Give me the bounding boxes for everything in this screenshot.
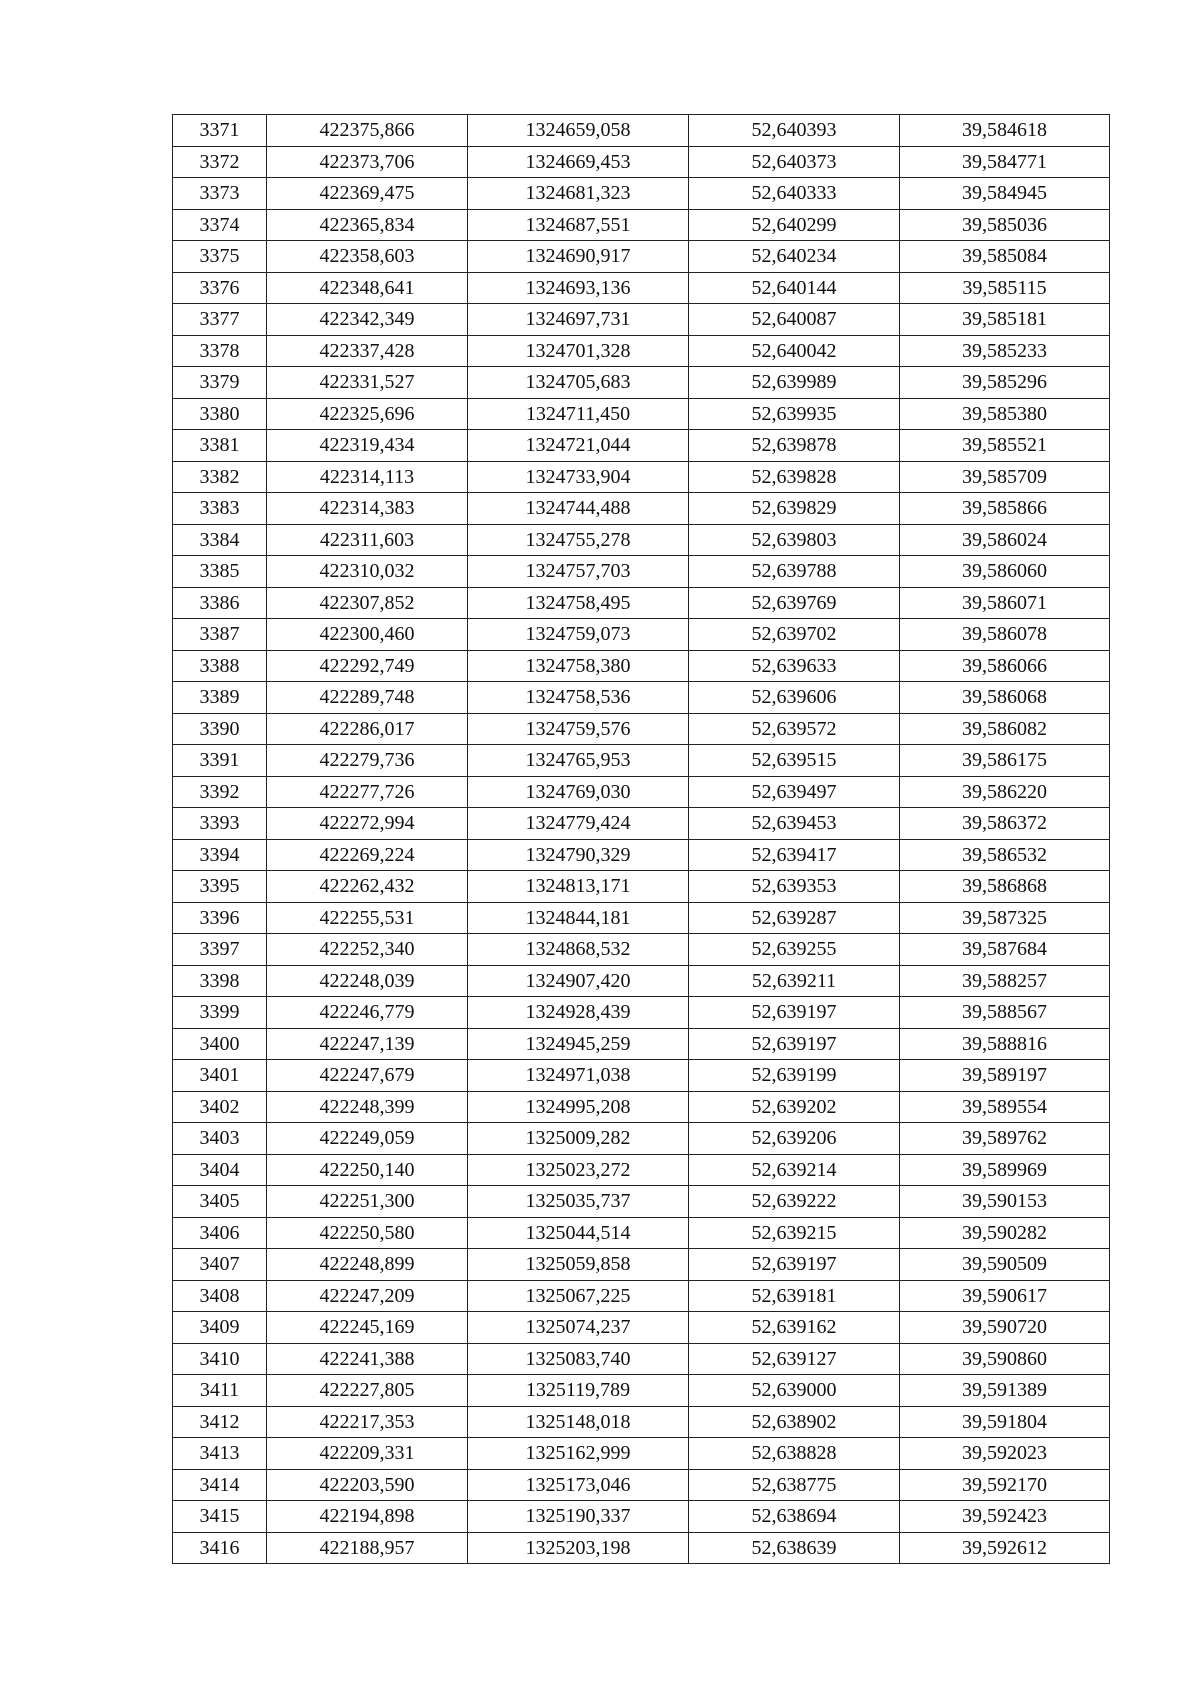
latitude-cell: 52,639222 (689, 1186, 900, 1218)
x-coordinate-cell: 422203,590 (267, 1469, 468, 1501)
point-number-cell: 3378 (173, 335, 267, 367)
longitude-cell: 39,586372 (900, 808, 1110, 840)
y-coordinate-cell: 1325009,282 (468, 1123, 689, 1155)
point-number-cell: 3386 (173, 587, 267, 619)
x-coordinate-cell: 422252,340 (267, 934, 468, 966)
y-coordinate-cell: 1325074,237 (468, 1312, 689, 1344)
point-number-cell: 3413 (173, 1438, 267, 1470)
point-number-cell: 3392 (173, 776, 267, 808)
latitude-cell: 52,640333 (689, 178, 900, 210)
point-number-cell: 3395 (173, 871, 267, 903)
y-coordinate-cell: 1324945,259 (468, 1028, 689, 1060)
x-coordinate-cell: 422279,736 (267, 745, 468, 777)
longitude-cell: 39,589969 (900, 1154, 1110, 1186)
longitude-cell: 39,585866 (900, 493, 1110, 525)
y-coordinate-cell: 1325203,198 (468, 1532, 689, 1564)
point-number-cell: 3374 (173, 209, 267, 241)
y-coordinate-cell: 1324701,328 (468, 335, 689, 367)
table-row (173, 997, 1110, 1029)
longitude-cell: 39,590617 (900, 1280, 1110, 1312)
latitude-cell: 52,639453 (689, 808, 900, 840)
longitude-cell: 39,586175 (900, 745, 1110, 777)
latitude-cell: 52,639255 (689, 934, 900, 966)
table-row (173, 745, 1110, 777)
table-row (173, 398, 1110, 430)
x-coordinate-cell: 422269,224 (267, 839, 468, 871)
x-coordinate-cell: 422188,957 (267, 1532, 468, 1564)
x-coordinate-cell: 422314,383 (267, 493, 468, 525)
latitude-cell: 52,639497 (689, 776, 900, 808)
point-number-cell: 3389 (173, 682, 267, 714)
coordinates-table-body (173, 115, 1110, 1564)
point-number-cell: 3373 (173, 178, 267, 210)
table-row (173, 1091, 1110, 1123)
y-coordinate-cell: 1325119,789 (468, 1375, 689, 1407)
table-row (173, 430, 1110, 462)
table-row (173, 146, 1110, 178)
latitude-cell: 52,640042 (689, 335, 900, 367)
y-coordinate-cell: 1324755,278 (468, 524, 689, 556)
table-row (173, 524, 1110, 556)
table-row (173, 902, 1110, 934)
point-number-cell: 3415 (173, 1501, 267, 1533)
y-coordinate-cell: 1324744,488 (468, 493, 689, 525)
table-row (173, 556, 1110, 588)
latitude-cell: 52,639606 (689, 682, 900, 714)
table-row (173, 587, 1110, 619)
x-coordinate-cell: 422369,475 (267, 178, 468, 210)
latitude-cell: 52,639197 (689, 997, 900, 1029)
y-coordinate-cell: 1324758,380 (468, 650, 689, 682)
point-number-cell: 3401 (173, 1060, 267, 1092)
y-coordinate-cell: 1324697,731 (468, 304, 689, 336)
longitude-cell: 39,584618 (900, 115, 1110, 147)
point-number-cell: 3411 (173, 1375, 267, 1407)
table-row (173, 1280, 1110, 1312)
table-row (173, 115, 1110, 147)
y-coordinate-cell: 1324711,450 (468, 398, 689, 430)
y-coordinate-cell: 1324693,136 (468, 272, 689, 304)
longitude-cell: 39,587325 (900, 902, 1110, 934)
table-row (173, 304, 1110, 336)
point-number-cell: 3375 (173, 241, 267, 273)
y-coordinate-cell: 1324765,953 (468, 745, 689, 777)
y-coordinate-cell: 1324758,495 (468, 587, 689, 619)
x-coordinate-cell: 422272,994 (267, 808, 468, 840)
x-coordinate-cell: 422331,527 (267, 367, 468, 399)
point-number-cell: 3407 (173, 1249, 267, 1281)
longitude-cell: 39,586868 (900, 871, 1110, 903)
longitude-cell: 39,585115 (900, 272, 1110, 304)
y-coordinate-cell: 1324779,424 (468, 808, 689, 840)
point-number-cell: 3387 (173, 619, 267, 651)
x-coordinate-cell: 422245,169 (267, 1312, 468, 1344)
y-coordinate-cell: 1324995,208 (468, 1091, 689, 1123)
y-coordinate-cell: 1324687,551 (468, 209, 689, 241)
latitude-cell: 52,639197 (689, 1028, 900, 1060)
longitude-cell: 39,586078 (900, 619, 1110, 651)
x-coordinate-cell: 422307,852 (267, 587, 468, 619)
latitude-cell: 52,638694 (689, 1501, 900, 1533)
longitude-cell: 39,586060 (900, 556, 1110, 588)
x-coordinate-cell: 422250,580 (267, 1217, 468, 1249)
x-coordinate-cell: 422375,866 (267, 115, 468, 147)
x-coordinate-cell: 422241,388 (267, 1343, 468, 1375)
x-coordinate-cell: 422277,726 (267, 776, 468, 808)
point-number-cell: 3371 (173, 115, 267, 147)
x-coordinate-cell: 422311,603 (267, 524, 468, 556)
longitude-cell: 39,585380 (900, 398, 1110, 430)
x-coordinate-cell: 422365,834 (267, 209, 468, 241)
table-row (173, 1123, 1110, 1155)
x-coordinate-cell: 422310,032 (267, 556, 468, 588)
longitude-cell: 39,586066 (900, 650, 1110, 682)
x-coordinate-cell: 422337,428 (267, 335, 468, 367)
longitude-cell: 39,589762 (900, 1123, 1110, 1155)
longitude-cell: 39,585296 (900, 367, 1110, 399)
point-number-cell: 3398 (173, 965, 267, 997)
longitude-cell: 39,590282 (900, 1217, 1110, 1249)
y-coordinate-cell: 1324733,904 (468, 461, 689, 493)
longitude-cell: 39,585709 (900, 461, 1110, 493)
longitude-cell: 39,585233 (900, 335, 1110, 367)
point-number-cell: 3393 (173, 808, 267, 840)
point-number-cell: 3412 (173, 1406, 267, 1438)
latitude-cell: 52,639215 (689, 1217, 900, 1249)
table-row (173, 335, 1110, 367)
latitude-cell: 52,639353 (689, 871, 900, 903)
point-number-cell: 3414 (173, 1469, 267, 1501)
longitude-cell: 39,586532 (900, 839, 1110, 871)
x-coordinate-cell: 422248,399 (267, 1091, 468, 1123)
longitude-cell: 39,592170 (900, 1469, 1110, 1501)
x-coordinate-cell: 422247,679 (267, 1060, 468, 1092)
table-row (173, 1217, 1110, 1249)
table-row (173, 461, 1110, 493)
longitude-cell: 39,591389 (900, 1375, 1110, 1407)
longitude-cell: 39,590153 (900, 1186, 1110, 1218)
table-row (173, 1343, 1110, 1375)
latitude-cell: 52,640373 (689, 146, 900, 178)
table-row (173, 871, 1110, 903)
x-coordinate-cell: 422314,113 (267, 461, 468, 493)
y-coordinate-cell: 1324790,329 (468, 839, 689, 871)
latitude-cell: 52,639287 (689, 902, 900, 934)
table-row (173, 776, 1110, 808)
x-coordinate-cell: 422194,898 (267, 1501, 468, 1533)
table-row (173, 1438, 1110, 1470)
y-coordinate-cell: 1324928,439 (468, 997, 689, 1029)
latitude-cell: 52,639000 (689, 1375, 900, 1407)
latitude-cell: 52,639197 (689, 1249, 900, 1281)
point-number-cell: 3379 (173, 367, 267, 399)
point-number-cell: 3385 (173, 556, 267, 588)
table-row (173, 1312, 1110, 1344)
y-coordinate-cell: 1325148,018 (468, 1406, 689, 1438)
x-coordinate-cell: 422209,331 (267, 1438, 468, 1470)
longitude-cell: 39,592023 (900, 1438, 1110, 1470)
table-row (173, 682, 1110, 714)
table-row (173, 1154, 1110, 1186)
longitude-cell: 39,586068 (900, 682, 1110, 714)
table-row (173, 367, 1110, 399)
longitude-cell: 39,586071 (900, 587, 1110, 619)
longitude-cell: 39,588567 (900, 997, 1110, 1029)
x-coordinate-cell: 422342,349 (267, 304, 468, 336)
latitude-cell: 52,638639 (689, 1532, 900, 1564)
latitude-cell: 52,639788 (689, 556, 900, 588)
latitude-cell: 52,639633 (689, 650, 900, 682)
x-coordinate-cell: 422249,059 (267, 1123, 468, 1155)
point-number-cell: 3394 (173, 839, 267, 871)
y-coordinate-cell: 1324868,532 (468, 934, 689, 966)
point-number-cell: 3381 (173, 430, 267, 462)
y-coordinate-cell: 1325059,858 (468, 1249, 689, 1281)
point-number-cell: 3404 (173, 1154, 267, 1186)
point-number-cell: 3382 (173, 461, 267, 493)
longitude-cell: 39,585084 (900, 241, 1110, 273)
point-number-cell: 3403 (173, 1123, 267, 1155)
latitude-cell: 52,639206 (689, 1123, 900, 1155)
point-number-cell: 3410 (173, 1343, 267, 1375)
coordinates-table (172, 114, 1110, 1564)
latitude-cell: 52,639417 (689, 839, 900, 871)
point-number-cell: 3400 (173, 1028, 267, 1060)
table-row (173, 1249, 1110, 1281)
longitude-cell: 39,584771 (900, 146, 1110, 178)
latitude-cell: 52,638828 (689, 1438, 900, 1470)
point-number-cell: 3390 (173, 713, 267, 745)
table-row (173, 965, 1110, 997)
longitude-cell: 39,586024 (900, 524, 1110, 556)
y-coordinate-cell: 1324758,536 (468, 682, 689, 714)
point-number-cell: 3376 (173, 272, 267, 304)
y-coordinate-cell: 1324759,073 (468, 619, 689, 651)
latitude-cell: 52,639199 (689, 1060, 900, 1092)
longitude-cell: 39,585181 (900, 304, 1110, 336)
latitude-cell: 52,640144 (689, 272, 900, 304)
point-number-cell: 3409 (173, 1312, 267, 1344)
latitude-cell: 52,639214 (689, 1154, 900, 1186)
table-row (173, 209, 1110, 241)
point-number-cell: 3377 (173, 304, 267, 336)
x-coordinate-cell: 422325,696 (267, 398, 468, 430)
latitude-cell: 52,639181 (689, 1280, 900, 1312)
latitude-cell: 52,639935 (689, 398, 900, 430)
latitude-cell: 52,639828 (689, 461, 900, 493)
point-number-cell: 3380 (173, 398, 267, 430)
table-row (173, 241, 1110, 273)
latitude-cell: 52,639127 (689, 1343, 900, 1375)
y-coordinate-cell: 1324813,171 (468, 871, 689, 903)
point-number-cell: 3397 (173, 934, 267, 966)
latitude-cell: 52,640087 (689, 304, 900, 336)
x-coordinate-cell: 422358,603 (267, 241, 468, 273)
y-coordinate-cell: 1325035,737 (468, 1186, 689, 1218)
longitude-cell: 39,591804 (900, 1406, 1110, 1438)
x-coordinate-cell: 422227,805 (267, 1375, 468, 1407)
longitude-cell: 39,585036 (900, 209, 1110, 241)
table-row (173, 1532, 1110, 1564)
x-coordinate-cell: 422247,139 (267, 1028, 468, 1060)
longitude-cell: 39,592612 (900, 1532, 1110, 1564)
point-number-cell: 3416 (173, 1532, 267, 1564)
x-coordinate-cell: 422247,209 (267, 1280, 468, 1312)
y-coordinate-cell: 1324690,917 (468, 241, 689, 273)
point-number-cell: 3406 (173, 1217, 267, 1249)
longitude-cell: 39,584945 (900, 178, 1110, 210)
y-coordinate-cell: 1325173,046 (468, 1469, 689, 1501)
x-coordinate-cell: 422248,899 (267, 1249, 468, 1281)
x-coordinate-cell: 422300,460 (267, 619, 468, 651)
table-row (173, 808, 1110, 840)
latitude-cell: 52,639515 (689, 745, 900, 777)
table-row (173, 178, 1110, 210)
table-row (173, 1060, 1110, 1092)
table-row (173, 650, 1110, 682)
x-coordinate-cell: 422373,706 (267, 146, 468, 178)
y-coordinate-cell: 1325190,337 (468, 1501, 689, 1533)
table-row (173, 1469, 1110, 1501)
latitude-cell: 52,639211 (689, 965, 900, 997)
x-coordinate-cell: 422262,432 (267, 871, 468, 903)
y-coordinate-cell: 1325023,272 (468, 1154, 689, 1186)
longitude-cell: 39,586082 (900, 713, 1110, 745)
y-coordinate-cell: 1324659,058 (468, 115, 689, 147)
point-number-cell: 3383 (173, 493, 267, 525)
longitude-cell: 39,589554 (900, 1091, 1110, 1123)
x-coordinate-cell: 422251,300 (267, 1186, 468, 1218)
table-row (173, 1406, 1110, 1438)
table-row (173, 1501, 1110, 1533)
point-number-cell: 3399 (173, 997, 267, 1029)
table-row (173, 1028, 1110, 1060)
latitude-cell: 52,640234 (689, 241, 900, 273)
latitude-cell: 52,639829 (689, 493, 900, 525)
longitude-cell: 39,590860 (900, 1343, 1110, 1375)
table-row (173, 1375, 1110, 1407)
y-coordinate-cell: 1324681,323 (468, 178, 689, 210)
x-coordinate-cell: 422348,641 (267, 272, 468, 304)
y-coordinate-cell: 1324705,683 (468, 367, 689, 399)
y-coordinate-cell: 1325067,225 (468, 1280, 689, 1312)
longitude-cell: 39,590720 (900, 1312, 1110, 1344)
y-coordinate-cell: 1324759,576 (468, 713, 689, 745)
latitude-cell: 52,639989 (689, 367, 900, 399)
latitude-cell: 52,638775 (689, 1469, 900, 1501)
longitude-cell: 39,585521 (900, 430, 1110, 462)
y-coordinate-cell: 1324721,044 (468, 430, 689, 462)
x-coordinate-cell: 422286,017 (267, 713, 468, 745)
y-coordinate-cell: 1324757,703 (468, 556, 689, 588)
table-row (173, 1186, 1110, 1218)
y-coordinate-cell: 1324971,038 (468, 1060, 689, 1092)
table-row (173, 713, 1110, 745)
point-number-cell: 3405 (173, 1186, 267, 1218)
table-row (173, 934, 1110, 966)
latitude-cell: 52,640299 (689, 209, 900, 241)
y-coordinate-cell: 1324769,030 (468, 776, 689, 808)
point-number-cell: 3402 (173, 1091, 267, 1123)
x-coordinate-cell: 422292,749 (267, 650, 468, 682)
latitude-cell: 52,639803 (689, 524, 900, 556)
latitude-cell: 52,639162 (689, 1312, 900, 1344)
table-row (173, 272, 1110, 304)
longitude-cell: 39,586220 (900, 776, 1110, 808)
y-coordinate-cell: 1324844,181 (468, 902, 689, 934)
longitude-cell: 39,592423 (900, 1501, 1110, 1533)
longitude-cell: 39,588816 (900, 1028, 1110, 1060)
x-coordinate-cell: 422217,353 (267, 1406, 468, 1438)
point-number-cell: 3372 (173, 146, 267, 178)
longitude-cell: 39,588257 (900, 965, 1110, 997)
x-coordinate-cell: 422255,531 (267, 902, 468, 934)
x-coordinate-cell: 422319,434 (267, 430, 468, 462)
longitude-cell: 39,587684 (900, 934, 1110, 966)
latitude-cell: 52,639702 (689, 619, 900, 651)
x-coordinate-cell: 422248,039 (267, 965, 468, 997)
y-coordinate-cell: 1324907,420 (468, 965, 689, 997)
latitude-cell: 52,639769 (689, 587, 900, 619)
y-coordinate-cell: 1325044,514 (468, 1217, 689, 1249)
latitude-cell: 52,639878 (689, 430, 900, 462)
y-coordinate-cell: 1324669,453 (468, 146, 689, 178)
longitude-cell: 39,590509 (900, 1249, 1110, 1281)
x-coordinate-cell: 422250,140 (267, 1154, 468, 1186)
latitude-cell: 52,640393 (689, 115, 900, 147)
table-row (173, 839, 1110, 871)
point-number-cell: 3396 (173, 902, 267, 934)
point-number-cell: 3391 (173, 745, 267, 777)
y-coordinate-cell: 1325083,740 (468, 1343, 689, 1375)
point-number-cell: 3384 (173, 524, 267, 556)
latitude-cell: 52,639202 (689, 1091, 900, 1123)
table-row (173, 493, 1110, 525)
x-coordinate-cell: 422246,779 (267, 997, 468, 1029)
y-coordinate-cell: 1325162,999 (468, 1438, 689, 1470)
latitude-cell: 52,638902 (689, 1406, 900, 1438)
table-row (173, 619, 1110, 651)
latitude-cell: 52,639572 (689, 713, 900, 745)
point-number-cell: 3388 (173, 650, 267, 682)
x-coordinate-cell: 422289,748 (267, 682, 468, 714)
point-number-cell: 3408 (173, 1280, 267, 1312)
longitude-cell: 39,589197 (900, 1060, 1110, 1092)
